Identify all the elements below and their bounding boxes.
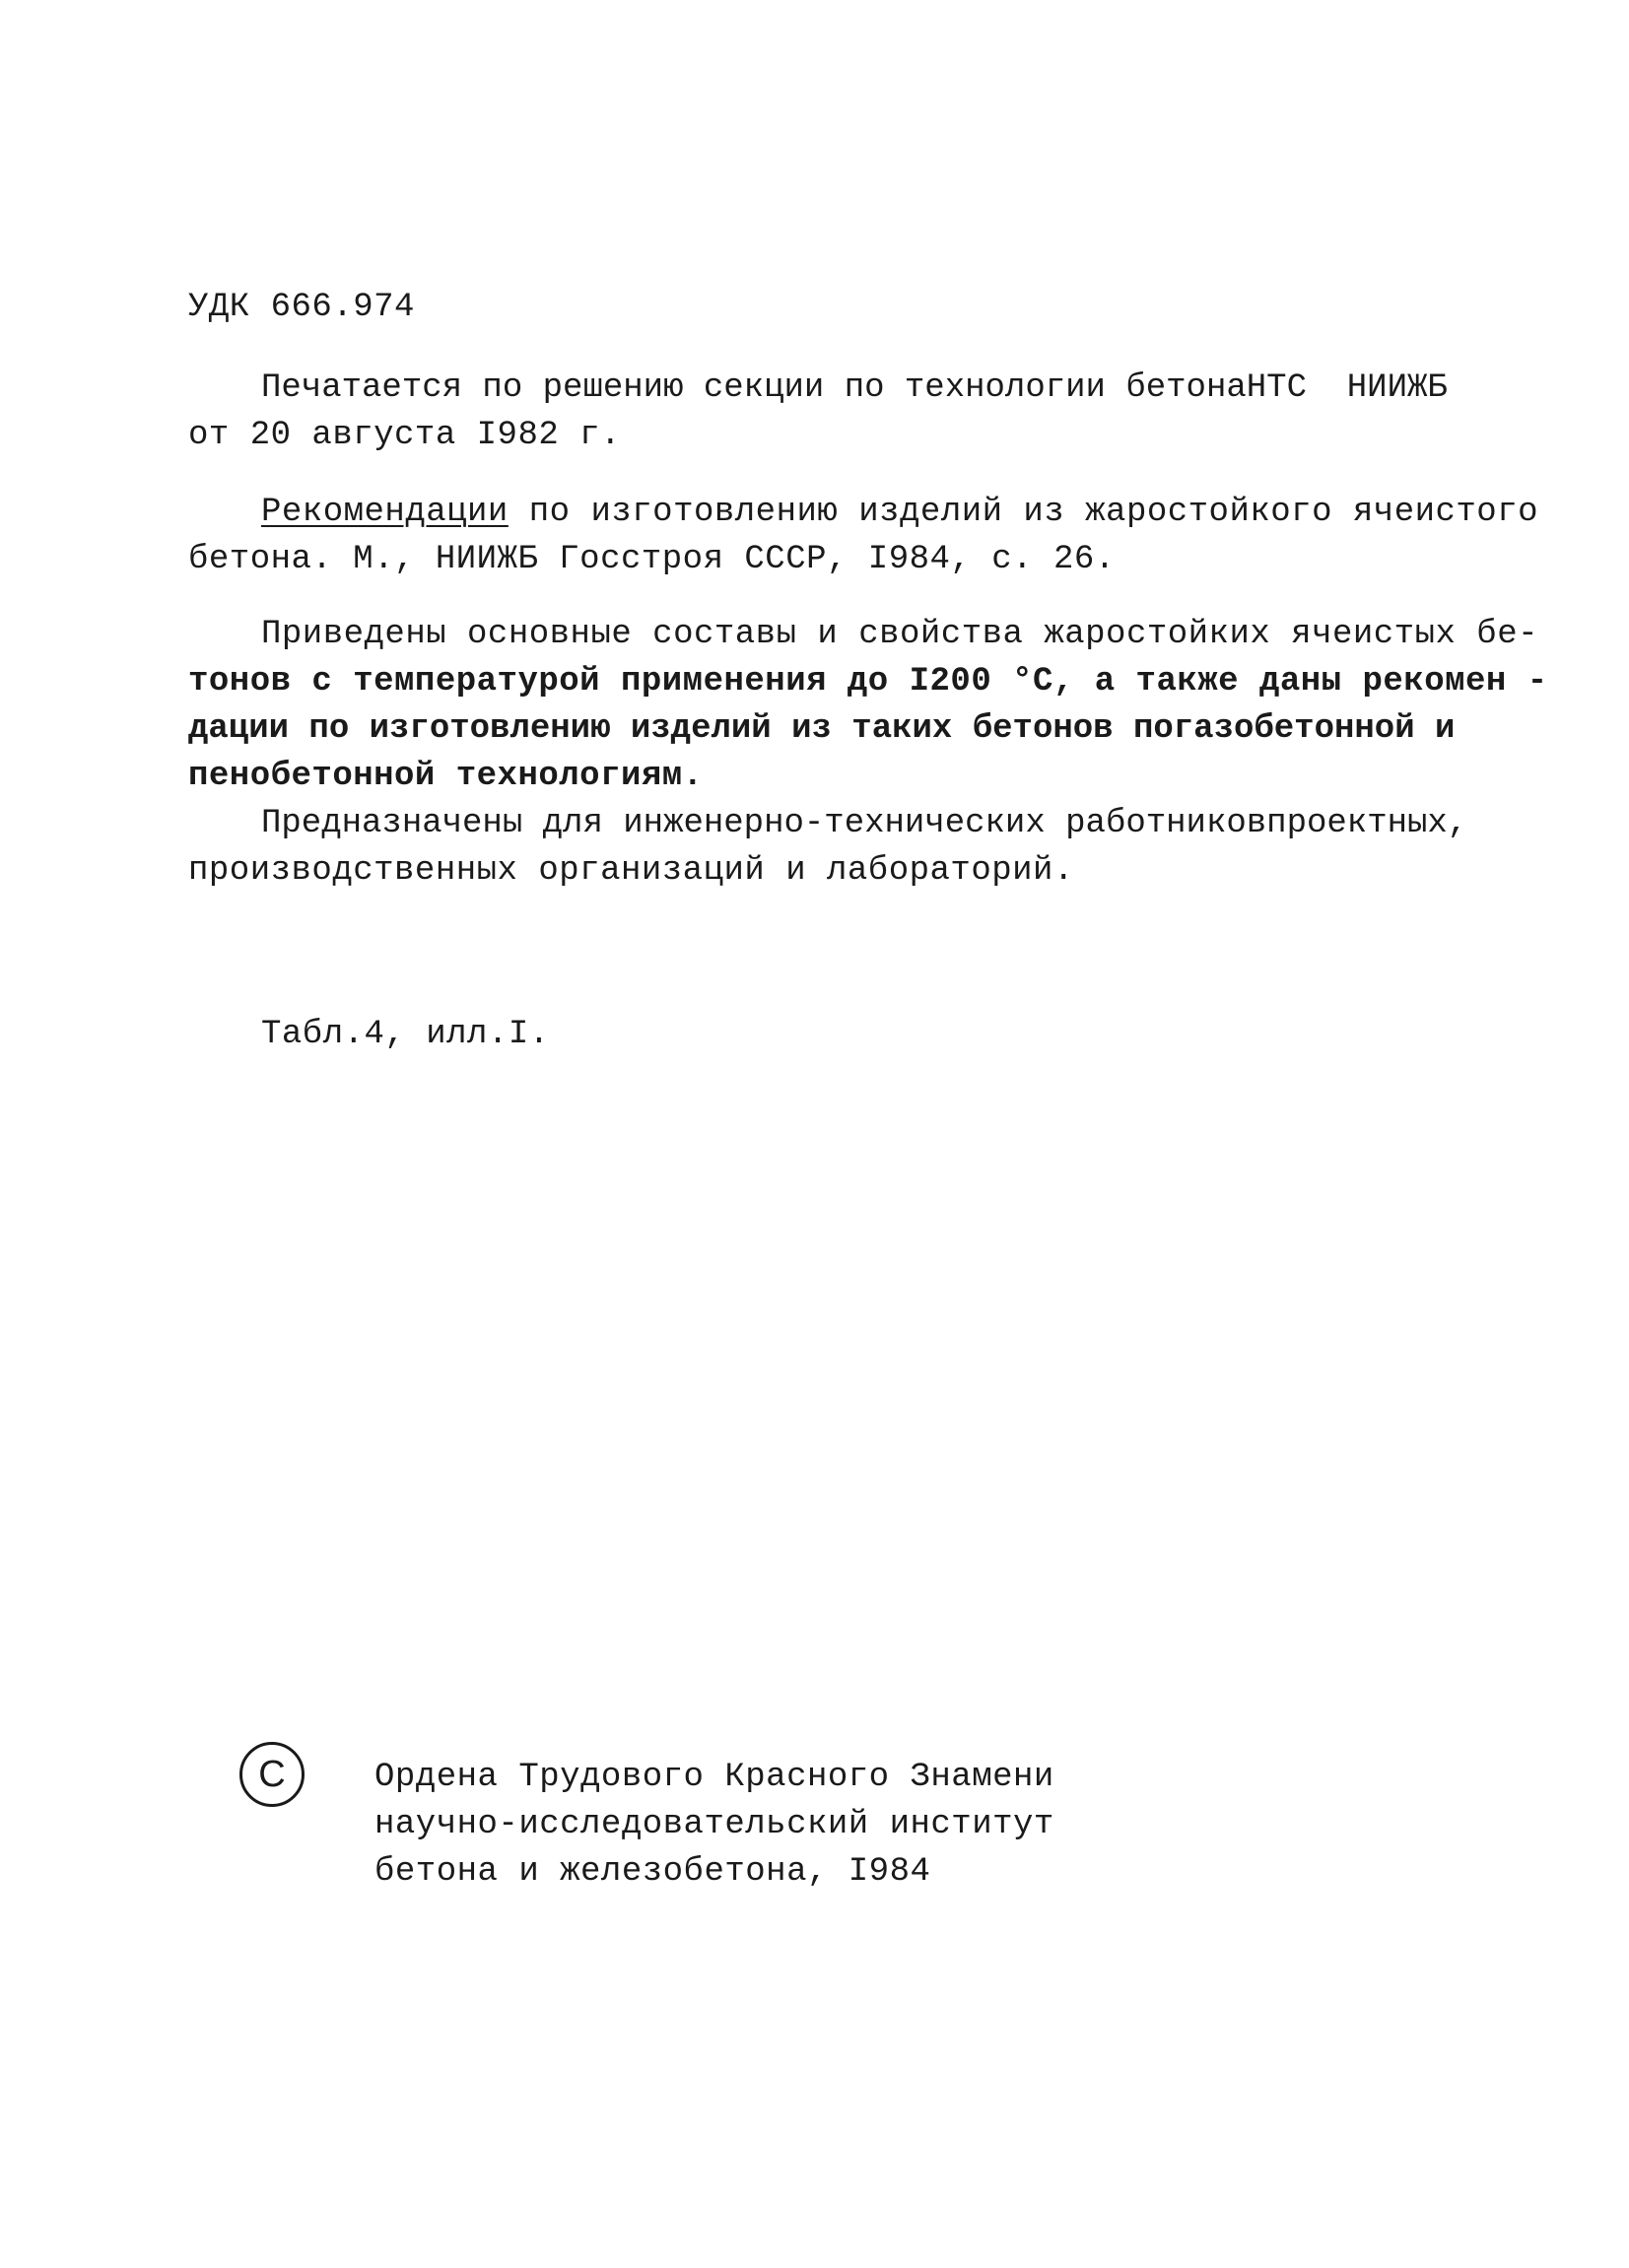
approval-line-1 <box>261 368 1448 408</box>
abstract-line-6: производственных организаций и лабораторий. <box>188 852 1074 890</box>
copyright-symbol: С <box>258 1753 286 1795</box>
reference-title-rest: по изготовлению изделий из жаростойкого ячеистого <box>528 494 1539 531</box>
abstract-line-4: пенобетонной технологиям. <box>188 758 704 795</box>
abstract-line-3-left: дации по изготовлению изделий из таких бетонов по <box>188 710 1174 748</box>
reference-line-1 <box>261 493 1538 532</box>
approval-text: Печатается по решению секции по технологии бетона <box>261 369 1247 407</box>
abstract-line-3-right: газобетонной и <box>1173 710 1456 748</box>
abstract-line-2: тонов с температурой применения до I200 °С, а также даны рекомен - <box>188 663 1548 700</box>
publisher-line-1: Ордена Трудового Красного Знамени <box>374 1759 1054 1796</box>
approval-organization: НТС НИИЖБ <box>1246 369 1448 407</box>
copyright-icon <box>239 1742 305 1807</box>
abstract-line-3 <box>188 709 1456 749</box>
publisher-line-3: бетона и железобетона, I984 <box>374 1853 931 1891</box>
udk-code: УДК 666.974 <box>188 289 415 326</box>
abstract-line-5 <box>261 804 1468 843</box>
tables-illustrations: Табл.4, илл.I. <box>261 1016 550 1053</box>
approval-date: от 20 августа I982 г. <box>188 417 621 454</box>
reference-line-2: бетона. М., НИИЖБ Госстроя СССР, I984, с. 26. <box>188 541 1116 578</box>
abstract-line-5-right: проектных, <box>1266 805 1468 842</box>
abstract-line-1: Приведены основные составы и свойства жаростойких ячеистых бе- <box>261 616 1539 653</box>
publisher-line-2: научно-исследовательский институт <box>374 1806 1054 1843</box>
reference-title: Рекомендации <box>261 494 509 531</box>
abstract-line-5-left: Предназначены для инженерно-технических работников <box>261 805 1267 842</box>
